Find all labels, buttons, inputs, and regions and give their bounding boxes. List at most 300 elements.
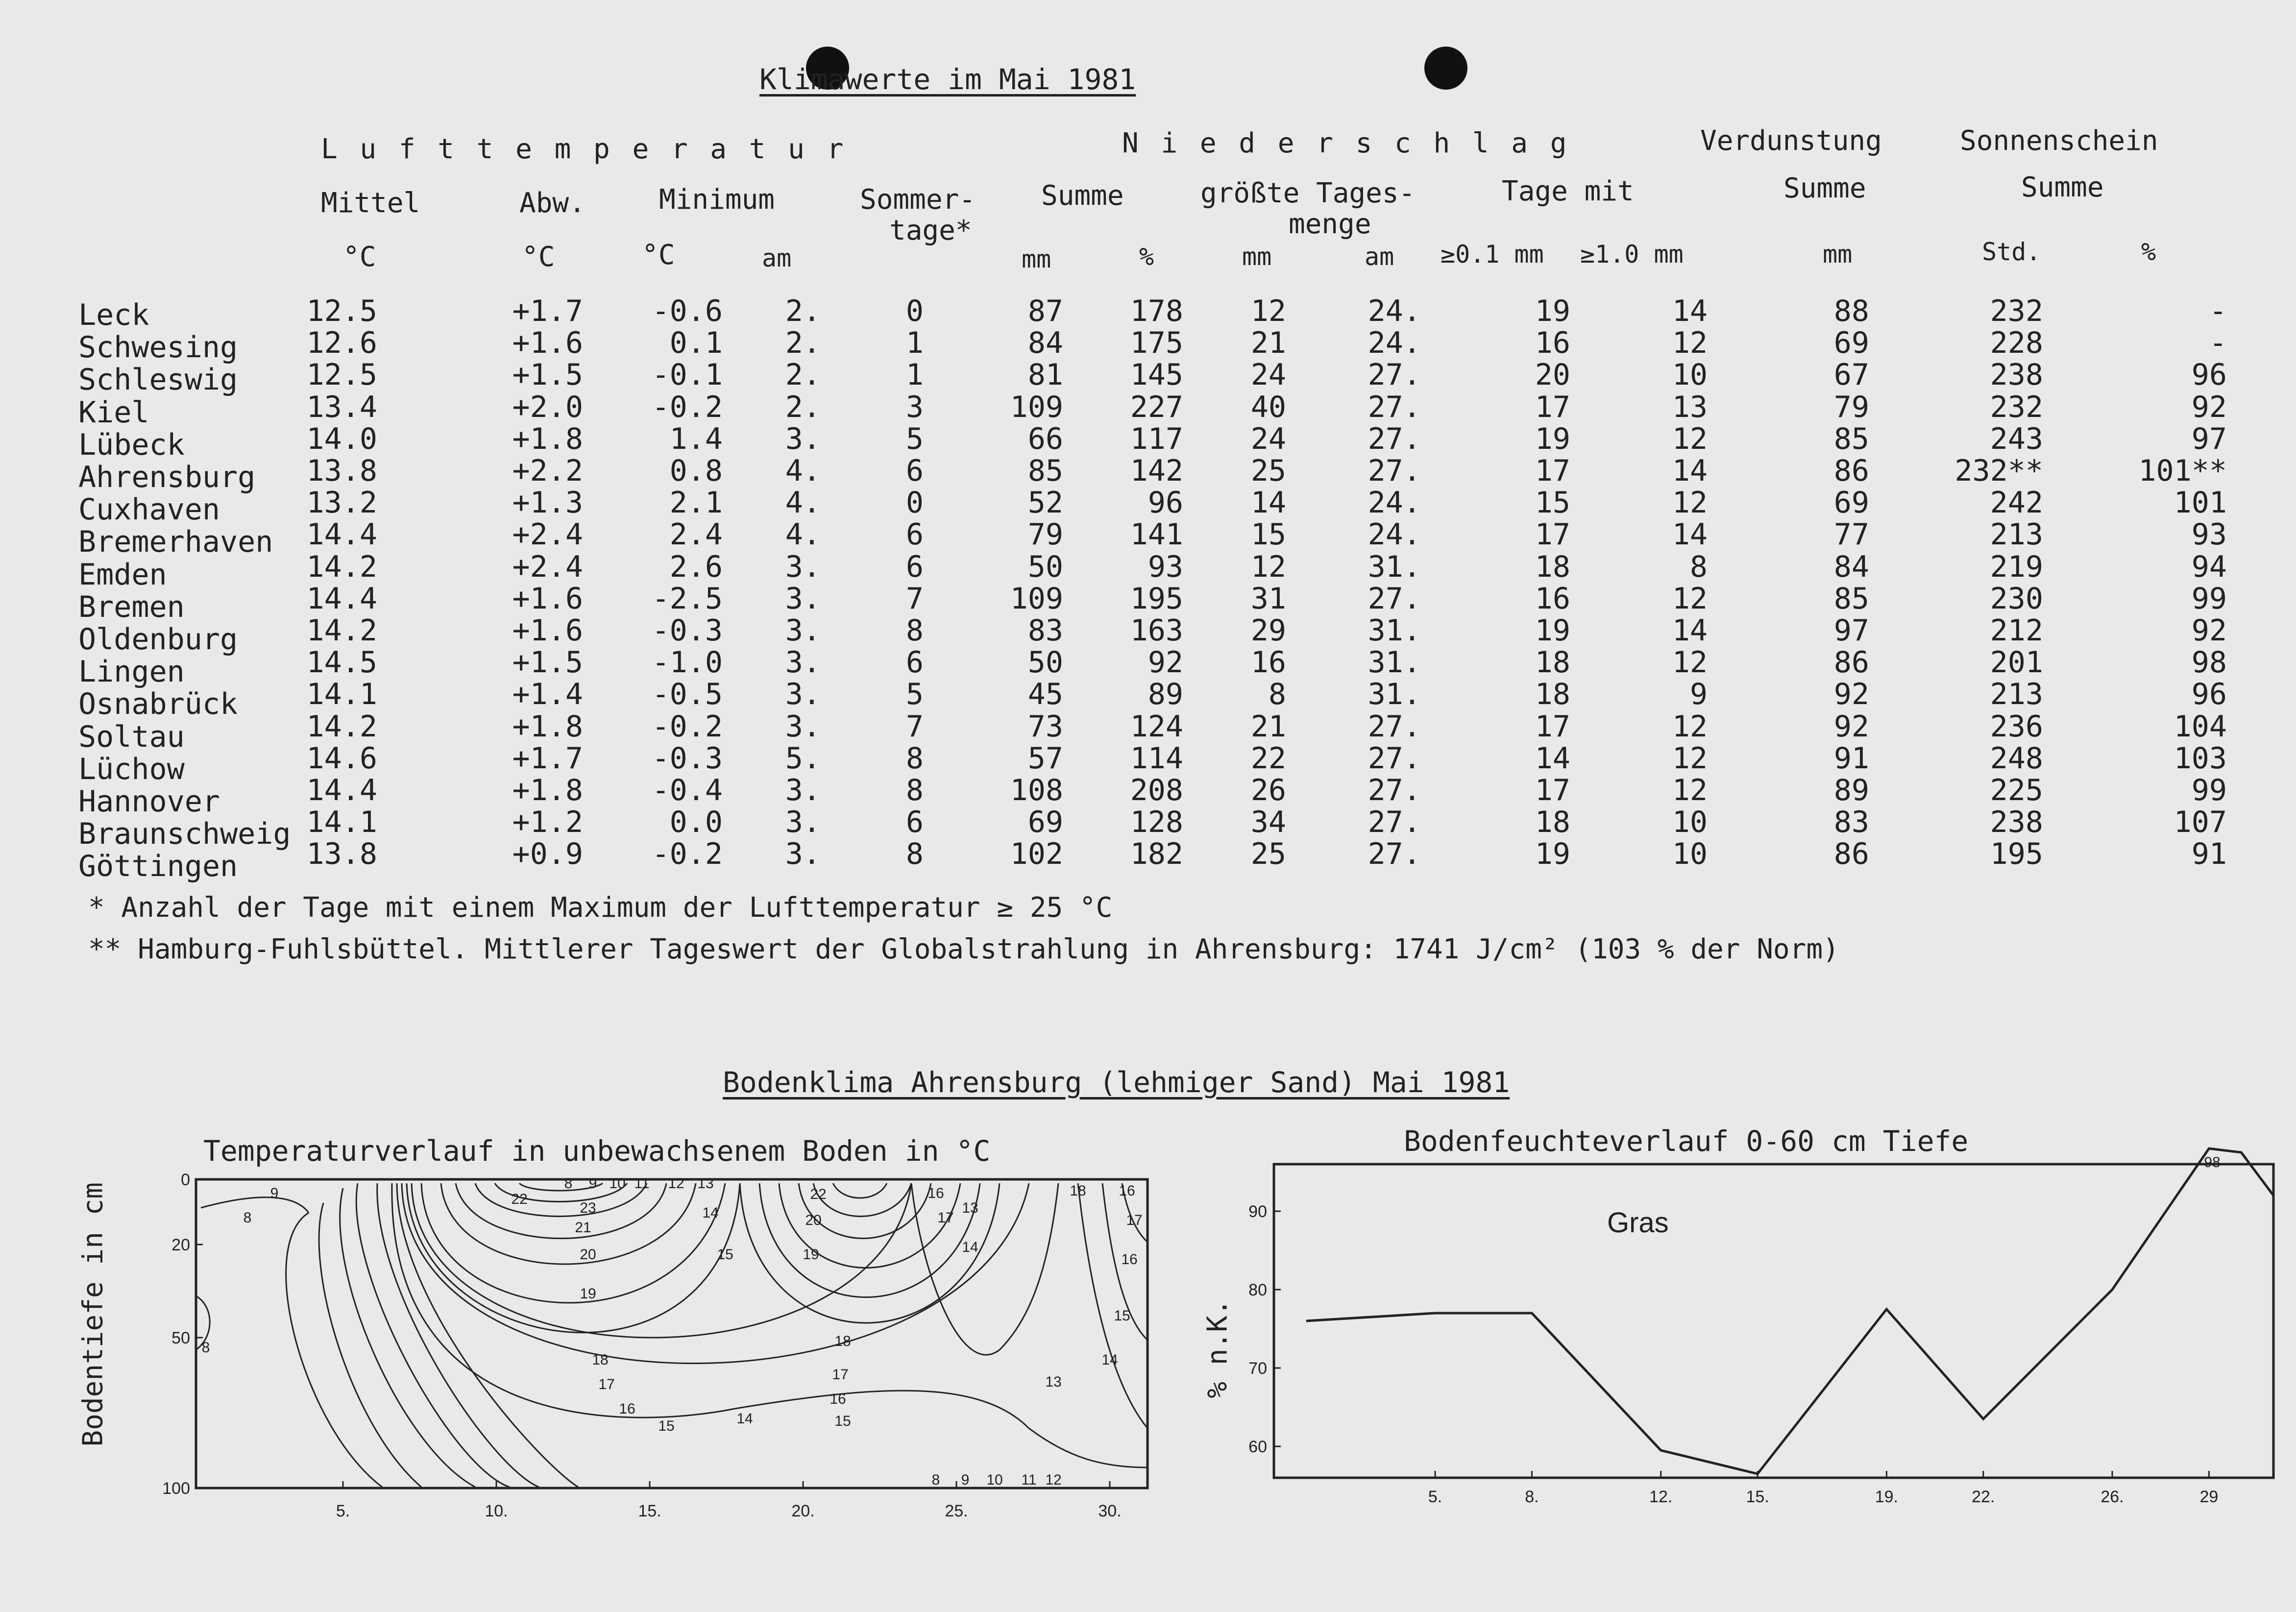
moisture-y-tick: 80 <box>1248 1281 1267 1299</box>
cell-sonne-pct: 103 <box>2174 741 2227 776</box>
cell-min-am: 2. <box>785 326 821 361</box>
header-lufttemperatur: L u f t t e m p e r a t u r <box>321 133 847 165</box>
footnote-ahrensburg: ** Hamburg-Fuhlsbüttel. Mittlerer Tageswert der Globalstrahlung in Ahrensburg: 1741 J/cm² (103 % der Norm) <box>88 933 1839 965</box>
cell-tage-10: 14 <box>1672 294 1708 328</box>
unit-mittel: °C <box>343 241 376 273</box>
cell-verdunstung: 86 <box>1833 454 1869 488</box>
cell-minimum: -0.3 <box>652 613 723 648</box>
cell-mittel: 14.2 <box>306 709 377 744</box>
cell-minimum: -0.5 <box>652 677 723 712</box>
cell-tage-01: 17 <box>1535 390 1570 424</box>
cell-sonne-pct: 97 <box>2191 421 2227 456</box>
contour-label: 16 <box>1119 1183 1135 1199</box>
cell-tage-10: 12 <box>1672 326 1708 361</box>
cell-summe-mm: 108 <box>1010 773 1063 807</box>
cell-tage-10: 12 <box>1672 581 1708 616</box>
contour-label: 12 <box>668 1175 684 1192</box>
cell-min-am: 2. <box>785 294 821 328</box>
cell-sonne-std: 232 <box>1990 390 2043 424</box>
cell-groesste-am: 27. <box>1368 741 1421 776</box>
cell-groesste-mm: 26 <box>1250 773 1286 807</box>
cell-sonne-pct: 107 <box>2174 805 2227 840</box>
cell-tage-10: 10 <box>1672 805 1708 840</box>
table-row <box>78 709 2234 754</box>
cell-sommertage: 6 <box>905 517 924 552</box>
cell-min-am: 2. <box>785 390 821 424</box>
cell-verdunstung: 67 <box>1833 358 1869 392</box>
punch-hole-right <box>1424 47 1467 90</box>
cell-sonne-pct: 93 <box>2191 517 2227 552</box>
cell-min-am: 2. <box>785 358 821 392</box>
cell-city: Emden <box>78 557 167 592</box>
cell-verdunstung: 88 <box>1833 294 1869 328</box>
cell-sonne-std: 195 <box>1990 837 2043 872</box>
cell-abw: +2.4 <box>512 517 583 552</box>
contour-label: 18 <box>834 1333 851 1349</box>
cell-verdunstung: 85 <box>1833 581 1869 616</box>
cell-groesste-mm: 12 <box>1250 294 1286 328</box>
cell-tage-01: 19 <box>1535 421 1570 456</box>
cell-sommertage: 0 <box>905 486 924 520</box>
cell-sonne-pct: 91 <box>2191 837 2227 872</box>
cell-sonne-std: 228 <box>1990 326 2043 361</box>
table-row <box>78 581 2234 624</box>
cell-mittel: 13.8 <box>306 837 377 872</box>
cell-minimum: 0.1 <box>669 326 723 361</box>
contour-label: 17 <box>1126 1212 1143 1228</box>
cell-groesste-mm: 24 <box>1250 358 1286 392</box>
cell-minimum: 0.8 <box>669 454 723 488</box>
cell-verdunstung: 84 <box>1833 549 1869 584</box>
cell-summe-pct: 141 <box>1130 517 1183 552</box>
cell-min-am: 3. <box>785 709 821 744</box>
cell-mittel: 14.6 <box>306 741 377 776</box>
cell-mittel: 14.1 <box>306 677 377 712</box>
contour-label: 14 <box>702 1205 719 1221</box>
cell-tage-10: 12 <box>1672 773 1708 807</box>
cell-tage-01: 20 <box>1535 358 1570 392</box>
temp-y-tick: 50 <box>171 1329 190 1347</box>
cell-sonne-pct: 98 <box>2191 645 2227 680</box>
cell-mittel: 12.6 <box>306 326 377 361</box>
moisture-point-label: 98 <box>2204 1154 2221 1171</box>
cell-groesste-mm: 31 <box>1250 581 1286 616</box>
cell-groesste-am: 27. <box>1368 805 1421 840</box>
cell-sommertage: 1 <box>905 326 924 361</box>
cell-min-am: 3. <box>785 549 821 584</box>
cell-tage-10: 10 <box>1672 837 1708 872</box>
cell-sommertage: 7 <box>905 581 924 616</box>
cell-city: Osnabrück <box>78 687 238 722</box>
unit-std: Std. <box>1982 238 2041 266</box>
contour-label: 16 <box>830 1391 846 1407</box>
cell-verdunstung: 77 <box>1833 517 1869 552</box>
cell-summe-pct: 124 <box>1130 709 1183 744</box>
cell-tage-10: 12 <box>1672 645 1708 680</box>
cell-min-am: 3. <box>785 677 821 712</box>
cell-groesste-am: 27. <box>1368 773 1421 807</box>
cell-groesste-mm: 15 <box>1250 517 1286 552</box>
contour-label: 13 <box>697 1175 714 1192</box>
cell-summe-pct: 145 <box>1130 358 1183 392</box>
cell-groesste-am: 31. <box>1368 645 1421 680</box>
contour-label: 15 <box>717 1246 733 1263</box>
moisture-y-tick: 90 <box>1248 1202 1267 1221</box>
table-row <box>78 326 2234 365</box>
cell-sonne-pct: 94 <box>2191 549 2227 584</box>
cell-summe-pct: 128 <box>1130 805 1183 840</box>
contour-label: 9 <box>961 1472 970 1488</box>
moisture-chart-ylabel: % n.K. <box>1201 1299 1234 1398</box>
cell-minimum: -0.2 <box>652 390 723 424</box>
cell-groesste-mm: 12 <box>1250 549 1286 584</box>
cell-city: Oldenburg <box>78 622 238 657</box>
contour-label: 16 <box>1121 1251 1138 1268</box>
cell-city: Lübeck <box>78 427 185 462</box>
cell-minimum: 0.0 <box>669 805 723 840</box>
cell-groesste-am: 24. <box>1368 486 1421 520</box>
cell-tage-10: 12 <box>1672 741 1708 776</box>
cell-abw: +1.6 <box>512 581 583 616</box>
cell-sommertage: 6 <box>905 454 924 488</box>
cell-abw: +1.5 <box>512 645 583 680</box>
cell-summe-pct: 96 <box>1148 486 1183 520</box>
cell-minimum: -1.0 <box>652 645 723 680</box>
cell-tage-01: 18 <box>1535 549 1570 584</box>
cell-verdunstung: 91 <box>1833 741 1869 776</box>
cell-sonne-std: 236 <box>1990 709 2043 744</box>
moisture-x-tick: 22. <box>1972 1488 1995 1506</box>
header-tage-mit: Tage mit <box>1502 175 1634 207</box>
contour-label: 8 <box>931 1472 940 1488</box>
cell-min-am: 3. <box>785 613 821 648</box>
cell-minimum: 1.4 <box>669 421 723 456</box>
contour-label: 15 <box>1114 1308 1130 1324</box>
cell-city: Kiel <box>78 395 149 430</box>
cell-tage-10: 12 <box>1672 421 1708 456</box>
temp-x-tick: 30. <box>1098 1502 1122 1520</box>
contour-label: 8 <box>243 1210 252 1226</box>
cell-abw: +1.8 <box>512 421 583 456</box>
header-summe-sonnenschein: Summe <box>2021 171 2104 203</box>
cell-summe-mm: 83 <box>1027 613 1063 648</box>
cell-summe-mm: 85 <box>1027 454 1063 488</box>
cell-tage-01: 16 <box>1535 326 1570 361</box>
cell-minimum: 2.1 <box>669 486 723 520</box>
table-row <box>78 390 2234 430</box>
contour-label: 18 <box>1070 1183 1086 1199</box>
cell-sonne-pct: 92 <box>2191 390 2227 424</box>
cell-verdunstung: 69 <box>1833 326 1869 361</box>
contour-label: 10 <box>986 1472 1003 1488</box>
table-row <box>78 677 2234 722</box>
header-summe-niederschlag: Summe <box>1041 180 1124 212</box>
contour-label: 8 <box>564 1175 573 1192</box>
cell-summe-mm: 73 <box>1027 709 1063 744</box>
cell-min-am: 3. <box>785 773 821 807</box>
unit-sonne-pct: % <box>2141 238 2156 266</box>
cell-abw: +0.9 <box>512 837 583 872</box>
cell-city: Lingen <box>78 655 185 689</box>
header-sonnenschein: Sonnenschein <box>1960 125 2158 157</box>
moisture-x-tick: 12. <box>1649 1488 1673 1506</box>
cell-summe-pct: 93 <box>1148 549 1183 584</box>
cell-groesste-mm: 21 <box>1250 709 1286 744</box>
cell-minimum: -0.3 <box>652 741 723 776</box>
cell-sommertage: 8 <box>905 613 924 648</box>
moisture-x-tick: 26. <box>2101 1488 2124 1506</box>
cell-city: Bremerhaven <box>78 525 273 560</box>
cell-summe-pct: 89 <box>1148 677 1183 712</box>
moisture-y-tick: 60 <box>1248 1438 1267 1456</box>
contour-label: 11 <box>634 1175 650 1192</box>
cell-summe-pct: 114 <box>1130 741 1183 776</box>
cell-tage-01: 14 <box>1535 741 1570 776</box>
cell-sonne-std: 212 <box>1990 613 2043 648</box>
cell-minimum: -0.4 <box>652 773 723 807</box>
cell-min-am: 4. <box>785 454 821 488</box>
cell-sommertage: 0 <box>905 294 924 328</box>
cell-tage-01: 19 <box>1535 294 1570 328</box>
cell-summe-mm: 57 <box>1027 741 1063 776</box>
cell-groesste-am: 24. <box>1368 517 1421 552</box>
unit-tage-10: ≥1.0 mm <box>1580 240 1684 269</box>
cell-verdunstung: 85 <box>1833 421 1869 456</box>
cell-sonne-std: 213 <box>1990 517 2043 552</box>
cell-mittel: 12.5 <box>306 358 377 392</box>
cell-abw: +1.2 <box>512 805 583 840</box>
contour-label: 15 <box>834 1413 851 1429</box>
cell-verdunstung: 79 <box>1833 390 1869 424</box>
cell-sonne-pct: 99 <box>2191 581 2227 616</box>
cell-min-am: 4. <box>785 486 821 520</box>
cell-minimum: -0.2 <box>652 837 723 872</box>
cell-tage-10: 12 <box>1672 709 1708 744</box>
cell-groesste-am: 27. <box>1368 358 1421 392</box>
unit-tage-01: ≥0.1 mm <box>1441 240 1544 269</box>
cell-city: Braunschweig <box>78 817 291 852</box>
temperature-chart-title: Temperaturverlauf in unbewachsenem Boden in °C <box>203 1134 991 1168</box>
moisture-series-label: Gras <box>1607 1207 1669 1239</box>
cell-sonne-std: 232** <box>1954 454 2043 488</box>
cell-sonne-pct: 101** <box>2138 454 2227 488</box>
cell-tage-10: 9 <box>1689 677 1708 712</box>
cell-tage-01: 18 <box>1535 645 1570 680</box>
cell-summe-mm: 87 <box>1027 294 1063 328</box>
moisture-x-tick: 15. <box>1746 1488 1769 1506</box>
cell-sonne-std: 232 <box>1990 294 2043 328</box>
cell-summe-mm: 109 <box>1010 390 1063 424</box>
contour-label: 16 <box>619 1401 635 1417</box>
unit-summe-pct: % <box>1139 243 1154 271</box>
cell-groesste-am: 27. <box>1368 454 1421 488</box>
cell-city: Lüchow <box>78 752 185 786</box>
table-row <box>78 517 2234 560</box>
cell-verdunstung: 86 <box>1833 837 1869 872</box>
cell-summe-pct: 163 <box>1130 613 1183 648</box>
contour-label: 20 <box>805 1212 822 1228</box>
cell-tage-01: 15 <box>1535 486 1570 520</box>
contour-label: 11 <box>1021 1472 1037 1488</box>
cell-min-am: 5. <box>785 741 821 776</box>
cell-minimum: -0.6 <box>652 294 723 328</box>
cell-summe-pct: 117 <box>1130 421 1183 456</box>
header-sommertage-1: Sommer- <box>860 184 976 216</box>
contour-label: 14 <box>736 1411 753 1427</box>
cell-mittel: 14.5 <box>306 645 377 680</box>
cell-summe-mm: 81 <box>1027 358 1063 392</box>
cell-tage-01: 17 <box>1535 709 1570 744</box>
cell-mittel: 14.4 <box>306 773 377 807</box>
cell-summe-mm: 69 <box>1027 805 1063 840</box>
cell-summe-mm: 84 <box>1027 326 1063 361</box>
cell-tage-10: 10 <box>1672 358 1708 392</box>
unit-min-am: am <box>762 244 792 272</box>
cell-sonne-pct: 104 <box>2174 709 2227 744</box>
cell-summe-mm: 45 <box>1027 677 1063 712</box>
temperature-contour-chart <box>162 1171 1151 1520</box>
cell-groesste-mm: 29 <box>1250 613 1286 648</box>
cell-groesste-am: 31. <box>1368 613 1421 648</box>
cell-min-am: 3. <box>785 837 821 872</box>
cell-tage-01: 17 <box>1535 517 1570 552</box>
cell-groesste-am: 27. <box>1368 837 1421 872</box>
cell-summe-mm: 109 <box>1010 581 1063 616</box>
cell-groesste-mm: 14 <box>1250 486 1286 520</box>
cell-summe-pct: 178 <box>1130 294 1183 328</box>
unit-summe-mm: mm <box>1022 245 1051 273</box>
cell-groesste-mm: 25 <box>1250 837 1286 872</box>
bodenklima-title: Bodenklima Ahrensburg (lehmiger Sand) Mai 1981 <box>723 1066 1510 1099</box>
moisture-chart-title: Bodenfeuchteverlauf 0-60 cm Tiefe <box>1404 1124 1969 1158</box>
cell-groesste-mm: 16 <box>1250 645 1286 680</box>
cell-groesste-am: 27. <box>1368 390 1421 424</box>
temp-x-tick: 15. <box>638 1502 661 1520</box>
cell-tage-10: 12 <box>1672 486 1708 520</box>
contour-label: 15 <box>658 1418 675 1434</box>
cell-summe-pct: 208 <box>1130 773 1183 807</box>
cell-mittel: 14.2 <box>306 549 377 584</box>
cell-summe-pct: 227 <box>1130 390 1183 424</box>
cell-sonne-std: 248 <box>1990 741 2043 776</box>
unit-verdunstung-mm: mm <box>1823 240 1853 269</box>
cell-city: Bremen <box>78 589 185 624</box>
cell-groesste-mm: 25 <box>1250 454 1286 488</box>
cell-abw: +1.7 <box>512 294 583 328</box>
moisture-x-tick: 8. <box>1525 1488 1539 1506</box>
cell-sonne-pct: 96 <box>2191 677 2227 712</box>
contour-label: 12 <box>1045 1472 1062 1488</box>
soil-moisture-chart <box>1248 1154 2283 1506</box>
cell-sonne-pct: 96 <box>2191 358 2227 392</box>
cell-tage-01: 18 <box>1535 805 1570 840</box>
cell-summe-pct: 195 <box>1130 581 1183 616</box>
table-row <box>78 358 2234 397</box>
cell-city: Soltau <box>78 719 185 754</box>
cell-tage-10: 8 <box>1689 549 1708 584</box>
unit-groesste-mm: mm <box>1242 243 1272 271</box>
contour-label: 9 <box>270 1185 279 1201</box>
table-row <box>78 294 2234 332</box>
cell-sonne-pct: 99 <box>2191 773 2227 807</box>
cell-abw: +2.4 <box>512 549 583 584</box>
contour-label: 17 <box>832 1367 849 1383</box>
cell-groesste-mm: 21 <box>1250 326 1286 361</box>
header-summe-verdunstung: Summe <box>1783 172 1866 204</box>
cell-sonne-pct: 92 <box>2191 613 2227 648</box>
contour-label: 17 <box>937 1210 954 1226</box>
page-title: Klimawerte im Mai 1981 <box>759 63 1136 96</box>
cell-tage-10: 14 <box>1672 517 1708 552</box>
cell-summe-pct: 92 <box>1148 645 1183 680</box>
header-verdunstung: Verdunstung <box>1700 125 1882 157</box>
contour-label: 13 <box>1045 1374 1062 1390</box>
temp-x-tick: 20. <box>791 1502 815 1520</box>
temperature-chart-ylabel: Bodentiefe in cm <box>77 1182 109 1447</box>
cell-groesste-am: 24. <box>1368 326 1421 361</box>
cell-minimum: 2.4 <box>669 517 723 552</box>
contour-label: 20 <box>580 1246 596 1263</box>
cell-tage-10: 14 <box>1672 613 1708 648</box>
cell-sonne-pct: - <box>2209 326 2227 361</box>
cell-sommertage: 6 <box>905 805 924 840</box>
cell-tage-01: 17 <box>1535 454 1570 488</box>
cell-sommertage: 1 <box>905 358 924 392</box>
temp-y-tick: 20 <box>171 1236 190 1254</box>
temp-y-tick: 100 <box>162 1479 190 1498</box>
cell-city: Schleswig <box>78 363 238 397</box>
contour-label: 22 <box>810 1186 827 1202</box>
unit-groesste-am: am <box>1365 243 1394 271</box>
cell-verdunstung: 97 <box>1833 613 1869 648</box>
cell-summe-mm: 66 <box>1027 421 1063 456</box>
cell-summe-pct: 175 <box>1130 326 1183 361</box>
cell-min-am: 4. <box>785 517 821 552</box>
cell-tage-01: 18 <box>1535 677 1570 712</box>
cell-sonne-std: 238 <box>1990 358 2043 392</box>
cell-min-am: 3. <box>785 805 821 840</box>
cell-groesste-mm: 24 <box>1250 421 1286 456</box>
table-row <box>78 645 2234 689</box>
cell-sonne-std: 219 <box>1990 549 2043 584</box>
cell-summe-mm: 50 <box>1027 645 1063 680</box>
cell-tage-01: 17 <box>1535 773 1570 807</box>
cell-sonne-std: 213 <box>1990 677 2043 712</box>
cell-city: Cuxhaven <box>78 492 220 527</box>
cell-mittel: 14.2 <box>306 613 377 648</box>
cell-summe-pct: 142 <box>1130 454 1183 488</box>
cell-groesste-mm: 8 <box>1268 677 1286 712</box>
temp-x-tick: 25. <box>945 1502 968 1520</box>
cell-abw: +1.6 <box>512 326 583 361</box>
cell-verdunstung: 86 <box>1833 645 1869 680</box>
cell-mittel: 12.5 <box>306 294 377 328</box>
cell-sommertage: 7 <box>905 709 924 744</box>
header-menge: menge <box>1289 208 1371 240</box>
header-sommertage-2: tage* <box>889 215 972 246</box>
cell-groesste-mm: 40 <box>1250 390 1286 424</box>
contour-label: 19 <box>580 1286 596 1302</box>
cell-minimum: -0.1 <box>652 358 723 392</box>
cell-sonne-std: 201 <box>1990 645 2043 680</box>
cell-sommertage: 3 <box>905 390 924 424</box>
cell-abw: +2.0 <box>512 390 583 424</box>
cell-abw: +1.8 <box>512 709 583 744</box>
cell-groesste-am: 24. <box>1368 294 1421 328</box>
table-row <box>78 549 2234 592</box>
cell-sonne-std: 238 <box>1990 805 2043 840</box>
cell-verdunstung: 69 <box>1833 486 1869 520</box>
